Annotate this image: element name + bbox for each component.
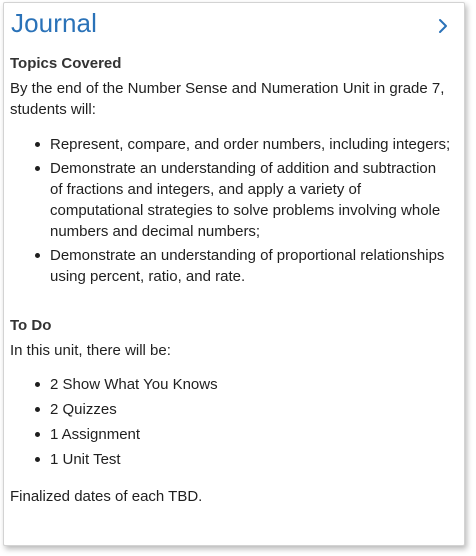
journal-panel [3, 2, 465, 546]
todo-intro: In this unit, there will be: [10, 342, 171, 359]
list-item: 2 Quizzes [50, 399, 452, 420]
panel-header [10, 3, 452, 51]
list-item: 1 Unit Test [50, 449, 452, 470]
panel-title: Journal [11, 8, 97, 38]
panel-content [10, 53, 452, 507]
topics-heading: Topics Covered [10, 55, 122, 72]
chevron-right-icon[interactable] [436, 17, 450, 35]
todo-heading: To Do [10, 317, 52, 334]
list-item: 1 Assignment [50, 424, 452, 445]
final-note: Finalized dates of each TBD. [10, 488, 203, 505]
list-item: 2 Show What You Knows [50, 374, 452, 395]
list-item: Demonstrate an understanding of addition and subtraction of fractions and integers, and apply a variety of computational strategies to solve problems involving whole numbers and decimal numbers; [50, 158, 452, 242]
list-item: Demonstrate an understanding of proportional relationships using percent, ratio, and rate. [50, 245, 452, 287]
topics-intro: By the end of the Number Sense and Numeration Unit in grade 7, students will: [10, 80, 445, 118]
topics-list [10, 134, 452, 287]
list-item: Represent, compare, and order numbers, including integers; [50, 136, 451, 153]
todo-list [10, 374, 452, 470]
